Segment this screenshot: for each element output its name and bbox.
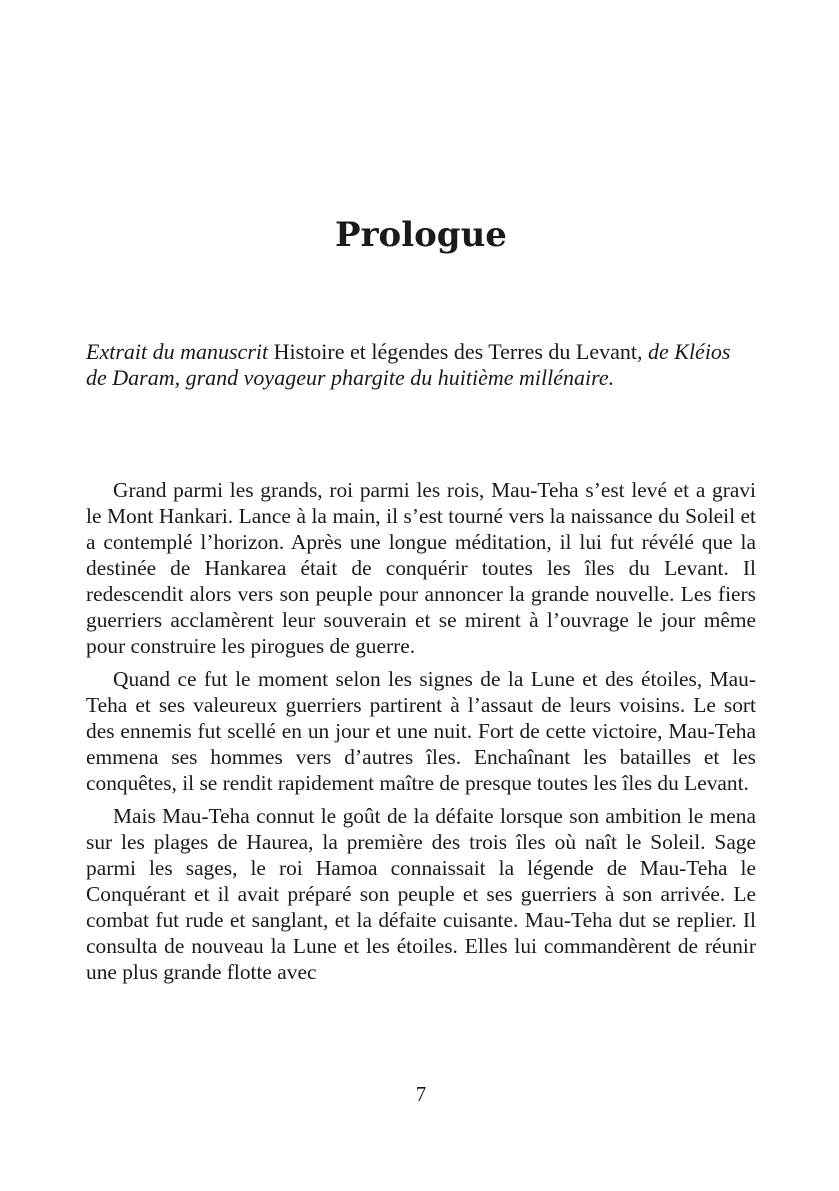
epigraph — [86, 339, 756, 391]
epigraph-author: , de Kléios de Daram, grand voyageur phargite du huitième millénaire. — [86, 339, 731, 390]
paragraph-2: Quand ce fut le moment selon les signes de la Lune et des étoiles, Mau-Teha et ses valeureux guerriers partirent à l’assaut de leurs voisins. Le sort des ennemis fut scellé en un jour et une nuit. Fort de cette victoire, Mau-Teha emmena ses hommes vers d’autres îles. Enchaînant les batailles et les conquêtes, il se rendit rapidement maître de presque toutes les îles du Levant. — [86, 667, 756, 795]
paragraph-1: Grand parmi les grands, roi parmi les rois, Mau-Teha s’est levé et a gravi le Mont Hankari. Lance à la main, il s’est tourné vers la naissance du Soleil et a contemplé l’horizon. Après une longue méditation, il lui fut révélé que la destinée de Hankarea était de conquérir toutes les îles du Levant. Il redescendit alors vers son peuple pour annoncer la grande nouvelle. Les fiers guerriers acclamèrent leur souverain et se mirent à l’ouvrage le jour même pour construire les pirogues de guerre. — [86, 478, 756, 658]
chapter-title: Prologue — [335, 215, 507, 255]
page-number: 7 — [415, 1082, 427, 1106]
body-text — [86, 477, 756, 992]
book-page — [86, 0, 756, 1191]
epigraph-intro: Extrait du manuscrit — [86, 339, 269, 364]
paragraph-3: Mais Mau-Teha connut le goût de la défaite lorsque son ambition le mena sur les plages de Haurea, la première des trois îles où naît le Soleil. Sage parmi les sages, le roi Hamoa connaissait la légende de Mau-Teha le Conquérant et il avait préparé son peuple et ses guerriers à son arrivée. Le combat fut rude et sanglant, et la défaite cuisante. Mau-Teha dut se replier. Il consulta de nouveau la Lune et les étoiles. Elles lui commandèrent de réunir une plus grande flotte avec — [86, 804, 756, 984]
epigraph-book-title: Histoire et légendes des Terres du Levant — [268, 339, 637, 364]
